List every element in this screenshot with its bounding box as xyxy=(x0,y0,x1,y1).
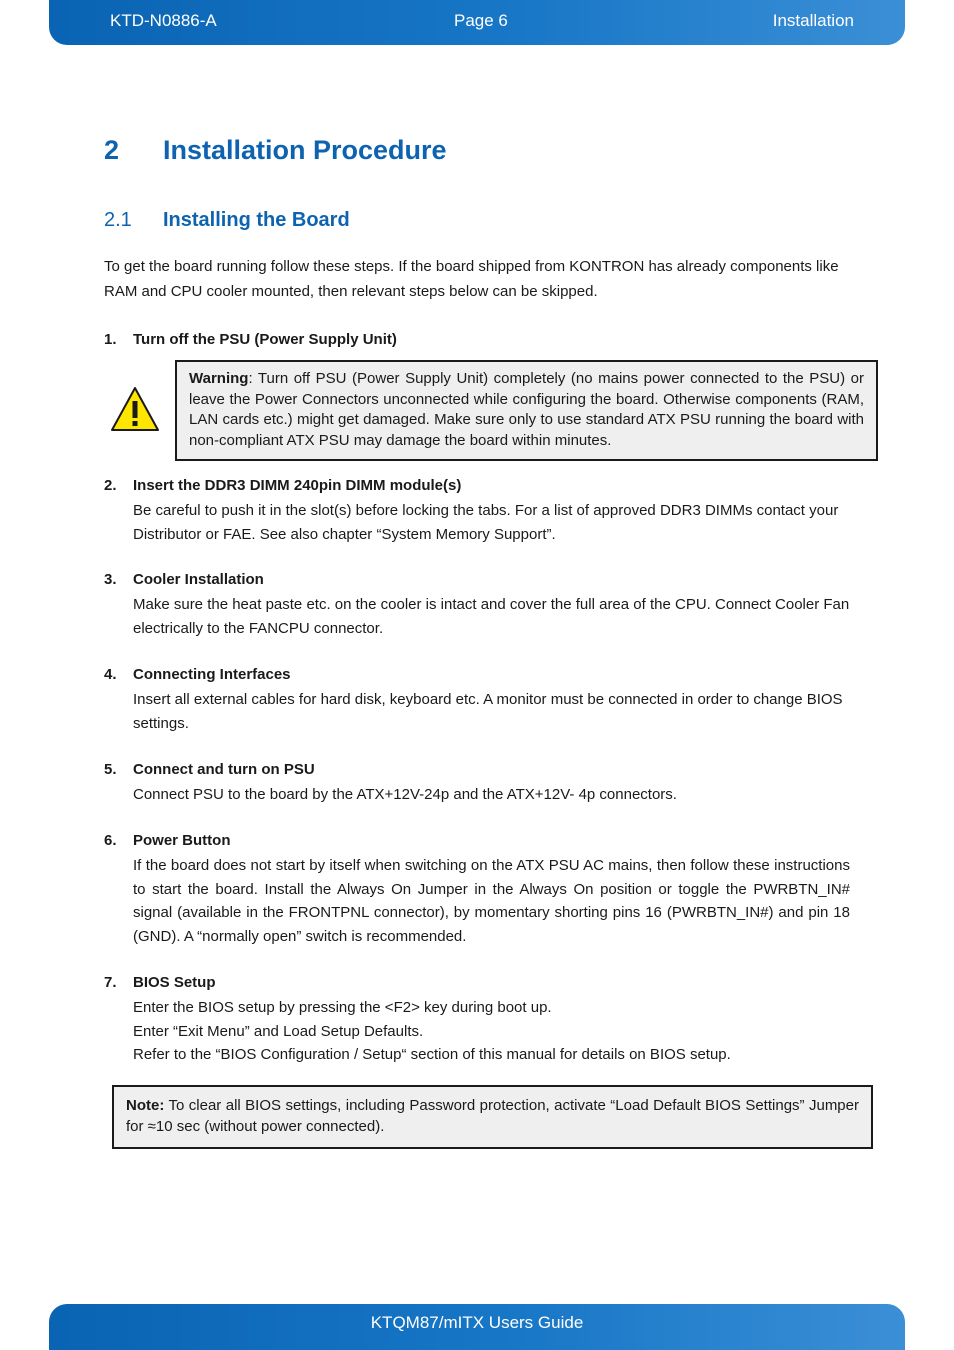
footer-guide-title: KTQM87/mITX Users Guide xyxy=(370,1313,584,1332)
step-title-text: Cooler Installation xyxy=(133,571,264,588)
section-number: 2.1 xyxy=(104,209,132,231)
step-4-body: Insert all external cables for hard disk, keyboard etc. A monitor must be connected in order to change BIOS settings. xyxy=(133,691,843,732)
step-6-title xyxy=(104,832,231,849)
step-2-body: Be careful to push it in the slot(s) before locking the tabs. For a list of approved DDR3 DIMMs contact your Distributor or FAE. See also chapter “System Memory Support”. xyxy=(133,502,839,543)
step-2-title xyxy=(104,477,461,494)
header-section: Installation xyxy=(772,11,854,30)
step-7-title xyxy=(104,974,216,991)
step-number: 4. xyxy=(104,666,117,683)
warning-text: : Turn off PSU (Power Supply Unit) completely (no mains power connected to the PSU) or leave the Power Connectors unconnected while configuring the board. Otherwise components (RAM, LAN cards etc.) might get damaged. Make sure only to use standard ATX PSU running the board with non-compliant ATX PSU may damage the board within minutes. xyxy=(189,370,864,449)
note-box xyxy=(112,1085,873,1149)
step-7-line-3: Refer to the “BIOS Configuration / Setup“ section of this manual for details on BIOS setup. xyxy=(133,1046,731,1063)
section-heading xyxy=(104,209,350,232)
chapter-title: Installation Procedure xyxy=(163,135,447,165)
step-title-text: Turn off the PSU (Power Supply Unit) xyxy=(133,331,397,348)
header-doc-id: KTD-N0886-A xyxy=(110,11,217,30)
section-title: Installing the Board xyxy=(163,209,350,231)
warning-icon xyxy=(110,386,160,432)
intro-paragraph: To get the board running follow these steps. If the board shipped from KONTRON has already components like RAM and CPU cooler mounted, then relevant steps below can be skipped. xyxy=(104,258,839,300)
step-4-title xyxy=(104,666,291,683)
warning-label: Warning xyxy=(189,370,249,387)
step-number: 7. xyxy=(104,974,117,991)
step-3-body: Make sure the heat paste etc. on the cooler is intact and cover the full area of the CPU. Connect Cooler Fan electrically to the FANCPU connector. xyxy=(133,596,850,637)
step-5-title xyxy=(104,761,315,778)
step-7-line-2: Enter “Exit Menu” and Load Setup Defaults. xyxy=(133,1022,424,1040)
step-3-title xyxy=(104,571,264,588)
step-5-body: Connect PSU to the board by the ATX+12V-24p and the ATX+12V- 4p connectors. xyxy=(133,786,677,803)
page-footer xyxy=(49,1304,905,1350)
chapter-heading xyxy=(104,135,447,166)
warning-box xyxy=(175,360,878,461)
step-title-text: Connecting Interfaces xyxy=(133,666,291,683)
header-page-number: Page 6 xyxy=(454,11,508,30)
step-title-text: Insert the DDR3 DIMM 240pin DIMM module(s) xyxy=(133,477,462,494)
step-6-body: If the board does not start by itself when switching on the ATX PSU AC mains, then follow these instructions to start the board. Install the Always On Jumper in the Always On position or toggle the PWRBTN_IN# signal (available in the FRONTPNL connector), by momentary shorting pins 16 (PWRBTN_IN#) and pin 18 (GND). A “normally open” switch is recommended. xyxy=(133,857,850,945)
step-title-text: BIOS Setup xyxy=(133,974,216,991)
step-7-body xyxy=(133,996,850,1067)
step-7-line-1: Enter the BIOS setup by pressing the <F2> key during boot up. xyxy=(133,999,552,1016)
step-title-text: Power Button xyxy=(133,832,231,849)
step-title-text: Connect and turn on PSU xyxy=(133,761,315,778)
step-number: 3. xyxy=(104,571,117,588)
chapter-number: 2 xyxy=(104,135,120,165)
step-number: 2. xyxy=(104,477,117,494)
step-number: 1. xyxy=(104,331,117,348)
page-header xyxy=(49,0,905,45)
step-1-title xyxy=(104,331,397,348)
step-number: 5. xyxy=(104,761,117,778)
note-text: To clear all BIOS settings, including Password protection, activate “Load Default BIOS Settings” Jumper for ≈10 sec (without power connected). xyxy=(126,1097,859,1135)
step-number: 6. xyxy=(104,832,117,849)
note-label: Note: xyxy=(126,1097,165,1114)
